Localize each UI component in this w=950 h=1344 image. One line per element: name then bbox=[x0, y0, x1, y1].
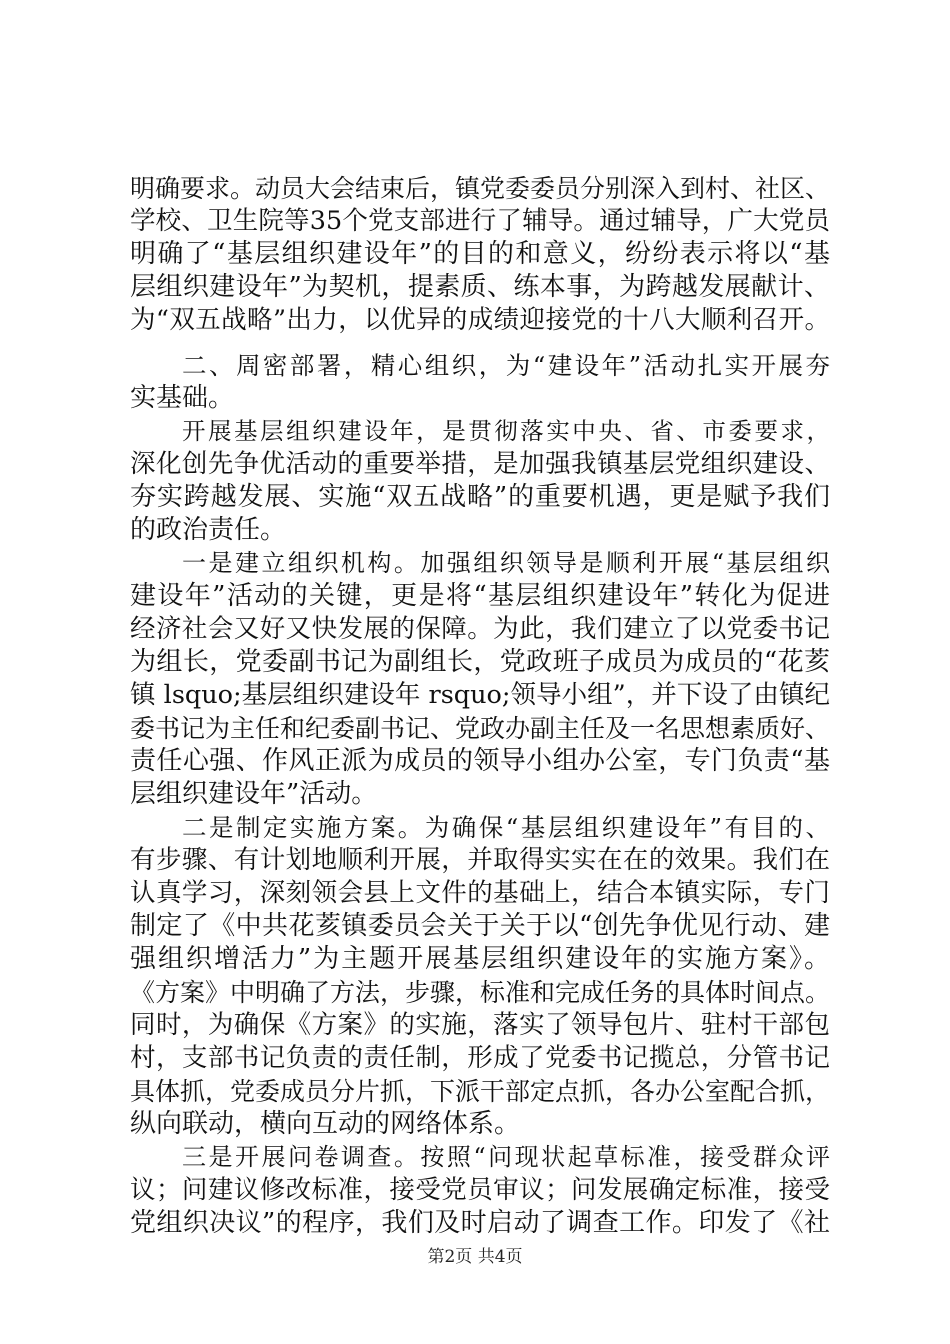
text-line: 二是制定实施方案。为确保“基层组织建设年”有目的、 bbox=[182, 813, 830, 842]
text-line: 明确要求。动员大会结束后，镇党委委员分别深入到村、社区、 bbox=[130, 174, 831, 203]
text-line: 党组织决议”的程序，我们及时启动了调查工作。印发了《社 bbox=[130, 1208, 830, 1238]
text-line: 村，支部书记负责的责任制，形成了党委书记揽总，分管书记 bbox=[130, 1043, 830, 1073]
text-line: 认真学习，深刻领会县上文件的基础上，结合本镇实际，专门 bbox=[130, 878, 830, 908]
page-number-footer: 第2页 共4页 bbox=[427, 1247, 523, 1267]
paragraph-3 bbox=[130, 415, 830, 547]
text-line: 纵向联动，横向互动的网络体系。 bbox=[130, 1109, 521, 1139]
text-line: 制定了《中共花荄镇委员会关于关于以“创先争优见行动、建 bbox=[130, 911, 830, 941]
paragraph-1 bbox=[130, 172, 830, 337]
paragraph-6 bbox=[130, 1141, 830, 1240]
section-heading bbox=[130, 349, 830, 415]
text-line: 责任心强、作风正派为成员的领导小组办公室，专门负责“基 bbox=[130, 746, 830, 776]
text-line: 开展基层组织建设年，是贯彻落实中央、省、市委要求， bbox=[182, 417, 830, 445]
text-line: 层组织建设年”为契机，提素质、练本事，为跨越发展献计、 bbox=[130, 272, 830, 302]
text-line: 夯实跨越发展、实施“双五战略”的重要机遇，更是赋予我们 bbox=[130, 482, 830, 512]
text-line: 《方案》中明确了方法，步骤，标准和完成任务的具体时间点。 bbox=[130, 978, 831, 1007]
text-line: 实基础。 bbox=[130, 383, 235, 413]
text-line: 有步骤、有计划地顺利开展，并取得实实在在的效果。我们在 bbox=[130, 845, 830, 875]
text-line: 一是建立组织机构。加强组织领导是顺利开展“基层组织 bbox=[182, 549, 830, 577]
text-line: 强组织增活力”为主题开展基层组织建设年的实施方案》。 bbox=[130, 944, 830, 974]
paragraph-4 bbox=[130, 547, 830, 811]
text-line: 为组长，党委副书记为副组长，党政班子成员为成员的“花荄 bbox=[130, 647, 830, 677]
text-line: 深化创先争优活动的重要举措，是加强我镇基层党组织建设、 bbox=[130, 449, 830, 479]
text-line: 镇 lsquo;基层组织建设年 rsquo;领导小组”，并下设了由镇纪 bbox=[130, 680, 830, 710]
text-line: 二、周密部署，精心组织，为“建设年”活动扎实开展夯 bbox=[182, 351, 830, 380]
text-line: 建设年”活动的关键，更是将“基层组织建设年”转化为促进 bbox=[130, 581, 830, 611]
text-line: 层组织建设年”活动。 bbox=[130, 779, 378, 809]
paragraph-5 bbox=[130, 811, 830, 1141]
text-line: 具体抓，党委成员分片抓，下派干部定点抓，各办公室配合抓， bbox=[130, 1077, 831, 1106]
text-line: 为“双五战略”出力，以优异的成绩迎接党的十八大顺利召开。 bbox=[130, 305, 830, 335]
text-line: 同时，为确保《方案》的实施，落实了领导包片、驻村干部包 bbox=[130, 1010, 830, 1040]
text-line: 学校、卫生院等35个党支部进行了辅导。通过辅导，广大党员 bbox=[130, 206, 830, 236]
text-line: 议；问建议修改标准，接受党员审议；问发展确定标准，接受 bbox=[130, 1175, 830, 1205]
text-line: 的政治责任。 bbox=[130, 515, 287, 545]
text-line: 明确了“基层组织建设年”的目的和意义，纷纷表示将以“基 bbox=[130, 239, 830, 269]
text-line: 三是开展问卷调查。按照“问现状起草标准，接受群众评 bbox=[182, 1143, 830, 1171]
text-line: 经济社会又好又快发展的保障。为此，我们建立了以党委书记 bbox=[130, 614, 830, 644]
text-line: 委书记为主任和纪委副书记、党政办副主任及一名思想素质好、 bbox=[130, 714, 831, 743]
